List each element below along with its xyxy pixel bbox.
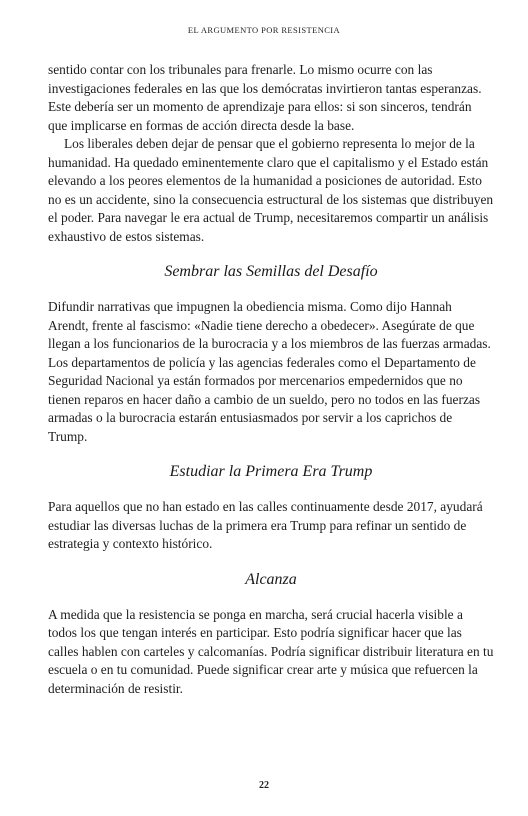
- page-body: [48, 61, 494, 698]
- page-number: 22: [259, 780, 269, 791]
- section-heading: Estudiar la Primera Era Trump: [169, 463, 373, 480]
- running-head: EL ARGUMENTO POR RESISTENCIA: [187, 25, 341, 35]
- body-paragraph: sentido contar con los tribunales para frenarle. Lo mismo ocurre con las investigaciones federales en las que los demócratas invirtieron tantas esperanzas. Este debería ser un momento de aprendizaje para ellos: si son sinceros, tendrán que implicarse en formas de acción directa desde la base.: [48, 62, 482, 133]
- section-heading: Alcanza: [245, 570, 297, 588]
- body-paragraph: Difundir narrativas que impugnen la obediencia misma. Como dijo Hannah Arendt, frente al fascismo: «Nadie tiene derecho a obedecer». Asegúrate de que llegan a los funcionarios de la burocracia y a los miembros de las fuerzas armadas. Los departamentos de policía y las agencias federales como el Departamento de Seguridad Nacional ya están formados por mercenarios empedernidos que no tienen reparos en hacer daño a cambio de un sueldo, pero no todos en las fuerzas armadas o la burocracia estarán entusiasmados por servir a los caprichos de Trump.: [48, 299, 491, 444]
- section-heading: Sembrar las Semillas del Desafío: [164, 263, 378, 280]
- body-paragraph: Para aquellos que no han estado en las calles continuamente desde 2017, ayudará estudiar las diversas luchas de la primera era Trump para refinar un sentido de estrategia y contexto histórico.: [48, 499, 483, 551]
- body-paragraph: A medida que la resistencia se ponga en marcha, será crucial hacerla visible a todos los que tengan interés en participar. Esto podría significar hacer que las calles hablen con carteles y calcomanías. Podría significar distribuir literatura en tu escuela o en tu comunidad. Puede significar crear arte y música que refuercen la determinación de resistir.: [48, 606, 494, 696]
- body-paragraph: Los liberales deben dejar de pensar que el gobierno representa lo mejor de la humanidad. Ha quedado eminentemente claro que el capitalismo y el Estado están elevando a los peores elementos de la humanidad a posiciones de autoridad. Esto no es un accidente, sino la consecuencia estructural de los sistemas que distribuyen el poder. Para navegar le era actual de Trump, necesitaremos compartir un análisis exhaustivo de estos sistemas.: [48, 136, 494, 244]
